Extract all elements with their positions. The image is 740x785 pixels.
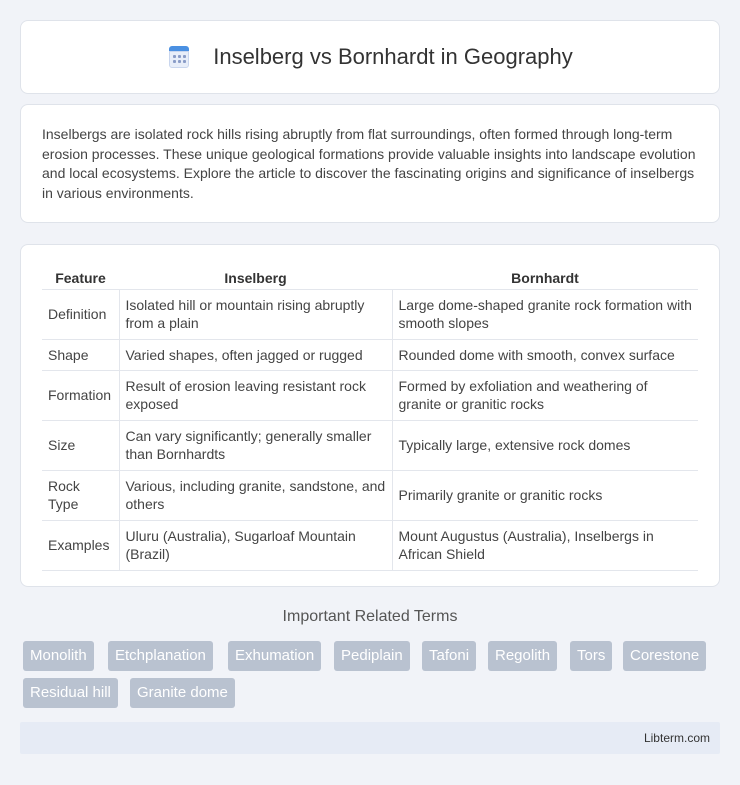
- tag-granite-dome[interactable]: Granite dome: [130, 678, 235, 708]
- table-header-row: [42, 265, 698, 289]
- tag-residual-hill[interactable]: Residual hill: [23, 678, 118, 708]
- tag-monolith[interactable]: Monolith: [23, 641, 94, 671]
- bornhardt-cell: Rounded dome with smooth, convex surface: [392, 339, 698, 370]
- table-row: [42, 339, 698, 370]
- bornhardt-cell: Primarily granite or granitic rocks: [392, 470, 698, 520]
- feature-cell: Rock Type: [42, 470, 119, 520]
- bornhardt-cell: Mount Augustus (Australia), Inselbergs in African Shield: [392, 520, 698, 570]
- inselberg-cell: Isolated hill or mountain rising abruptly from a plain: [119, 289, 392, 339]
- inselberg-cell: Uluru (Australia), Sugarloaf Mountain (Brazil): [119, 520, 392, 570]
- page-title: Inselberg vs Bornhardt in Geography: [213, 44, 573, 69]
- inselberg-cell: Can vary significantly; generally smaller than Bornhardts: [119, 420, 392, 470]
- header-inselberg: Inselberg: [119, 265, 392, 289]
- tag-tors[interactable]: Tors: [570, 641, 612, 671]
- header-card: [20, 20, 720, 94]
- comparison-table-card: [20, 244, 720, 587]
- table-row: [42, 470, 698, 520]
- header-feature: Feature: [42, 265, 119, 289]
- comparison-table: [42, 265, 698, 571]
- feature-cell: Definition: [42, 289, 119, 339]
- feature-cell: Examples: [42, 520, 119, 570]
- calendar-app-icon: [167, 45, 191, 69]
- bornhardt-cell: Large dome-shaped granite rock formation with smooth slopes: [392, 289, 698, 339]
- inselberg-cell: Various, including granite, sandstone, and others: [119, 470, 392, 520]
- tag-regolith[interactable]: Regolith: [488, 641, 557, 671]
- table-row: [42, 370, 698, 420]
- bornhardt-cell: Typically large, extensive rock domes: [392, 420, 698, 470]
- footer-site-link[interactable]: Libterm.com: [643, 731, 710, 745]
- header-bornhardt: Bornhardt: [392, 265, 698, 289]
- table-row: [42, 420, 698, 470]
- intro-card: [20, 104, 720, 223]
- tag-etchplanation[interactable]: Etchplanation: [108, 641, 213, 671]
- intro-paragraph: Inselbergs are isolated rock hills rising abruptly from flat surroundings, often formed through long-term erosion processes. These unique geological formations provide valuable insights into landscape evolution and local ecosystems. Explore the article to discover the fascinating origins and significance of inselbergs in various environments.: [42, 126, 696, 201]
- inselberg-cell: Result of erosion leaving resistant rock exposed: [119, 370, 392, 420]
- tag-tafoni[interactable]: Tafoni: [422, 641, 476, 671]
- footer: [20, 722, 720, 754]
- feature-cell: Shape: [42, 339, 119, 370]
- related-terms-title: Important Related Terms: [282, 608, 458, 625]
- table-row: [42, 289, 698, 339]
- tag-exhumation[interactable]: Exhumation: [228, 641, 321, 671]
- tag-pediplain[interactable]: Pediplain: [334, 641, 410, 671]
- table-row: [42, 520, 698, 570]
- inselberg-cell: Varied shapes, often jagged or rugged: [119, 339, 392, 370]
- bornhardt-cell: Formed by exfoliation and weathering of granite or granitic rocks: [392, 370, 698, 420]
- feature-cell: Size: [42, 420, 119, 470]
- tag-corestone[interactable]: Corestone: [623, 641, 706, 671]
- feature-cell: Formation: [42, 370, 119, 420]
